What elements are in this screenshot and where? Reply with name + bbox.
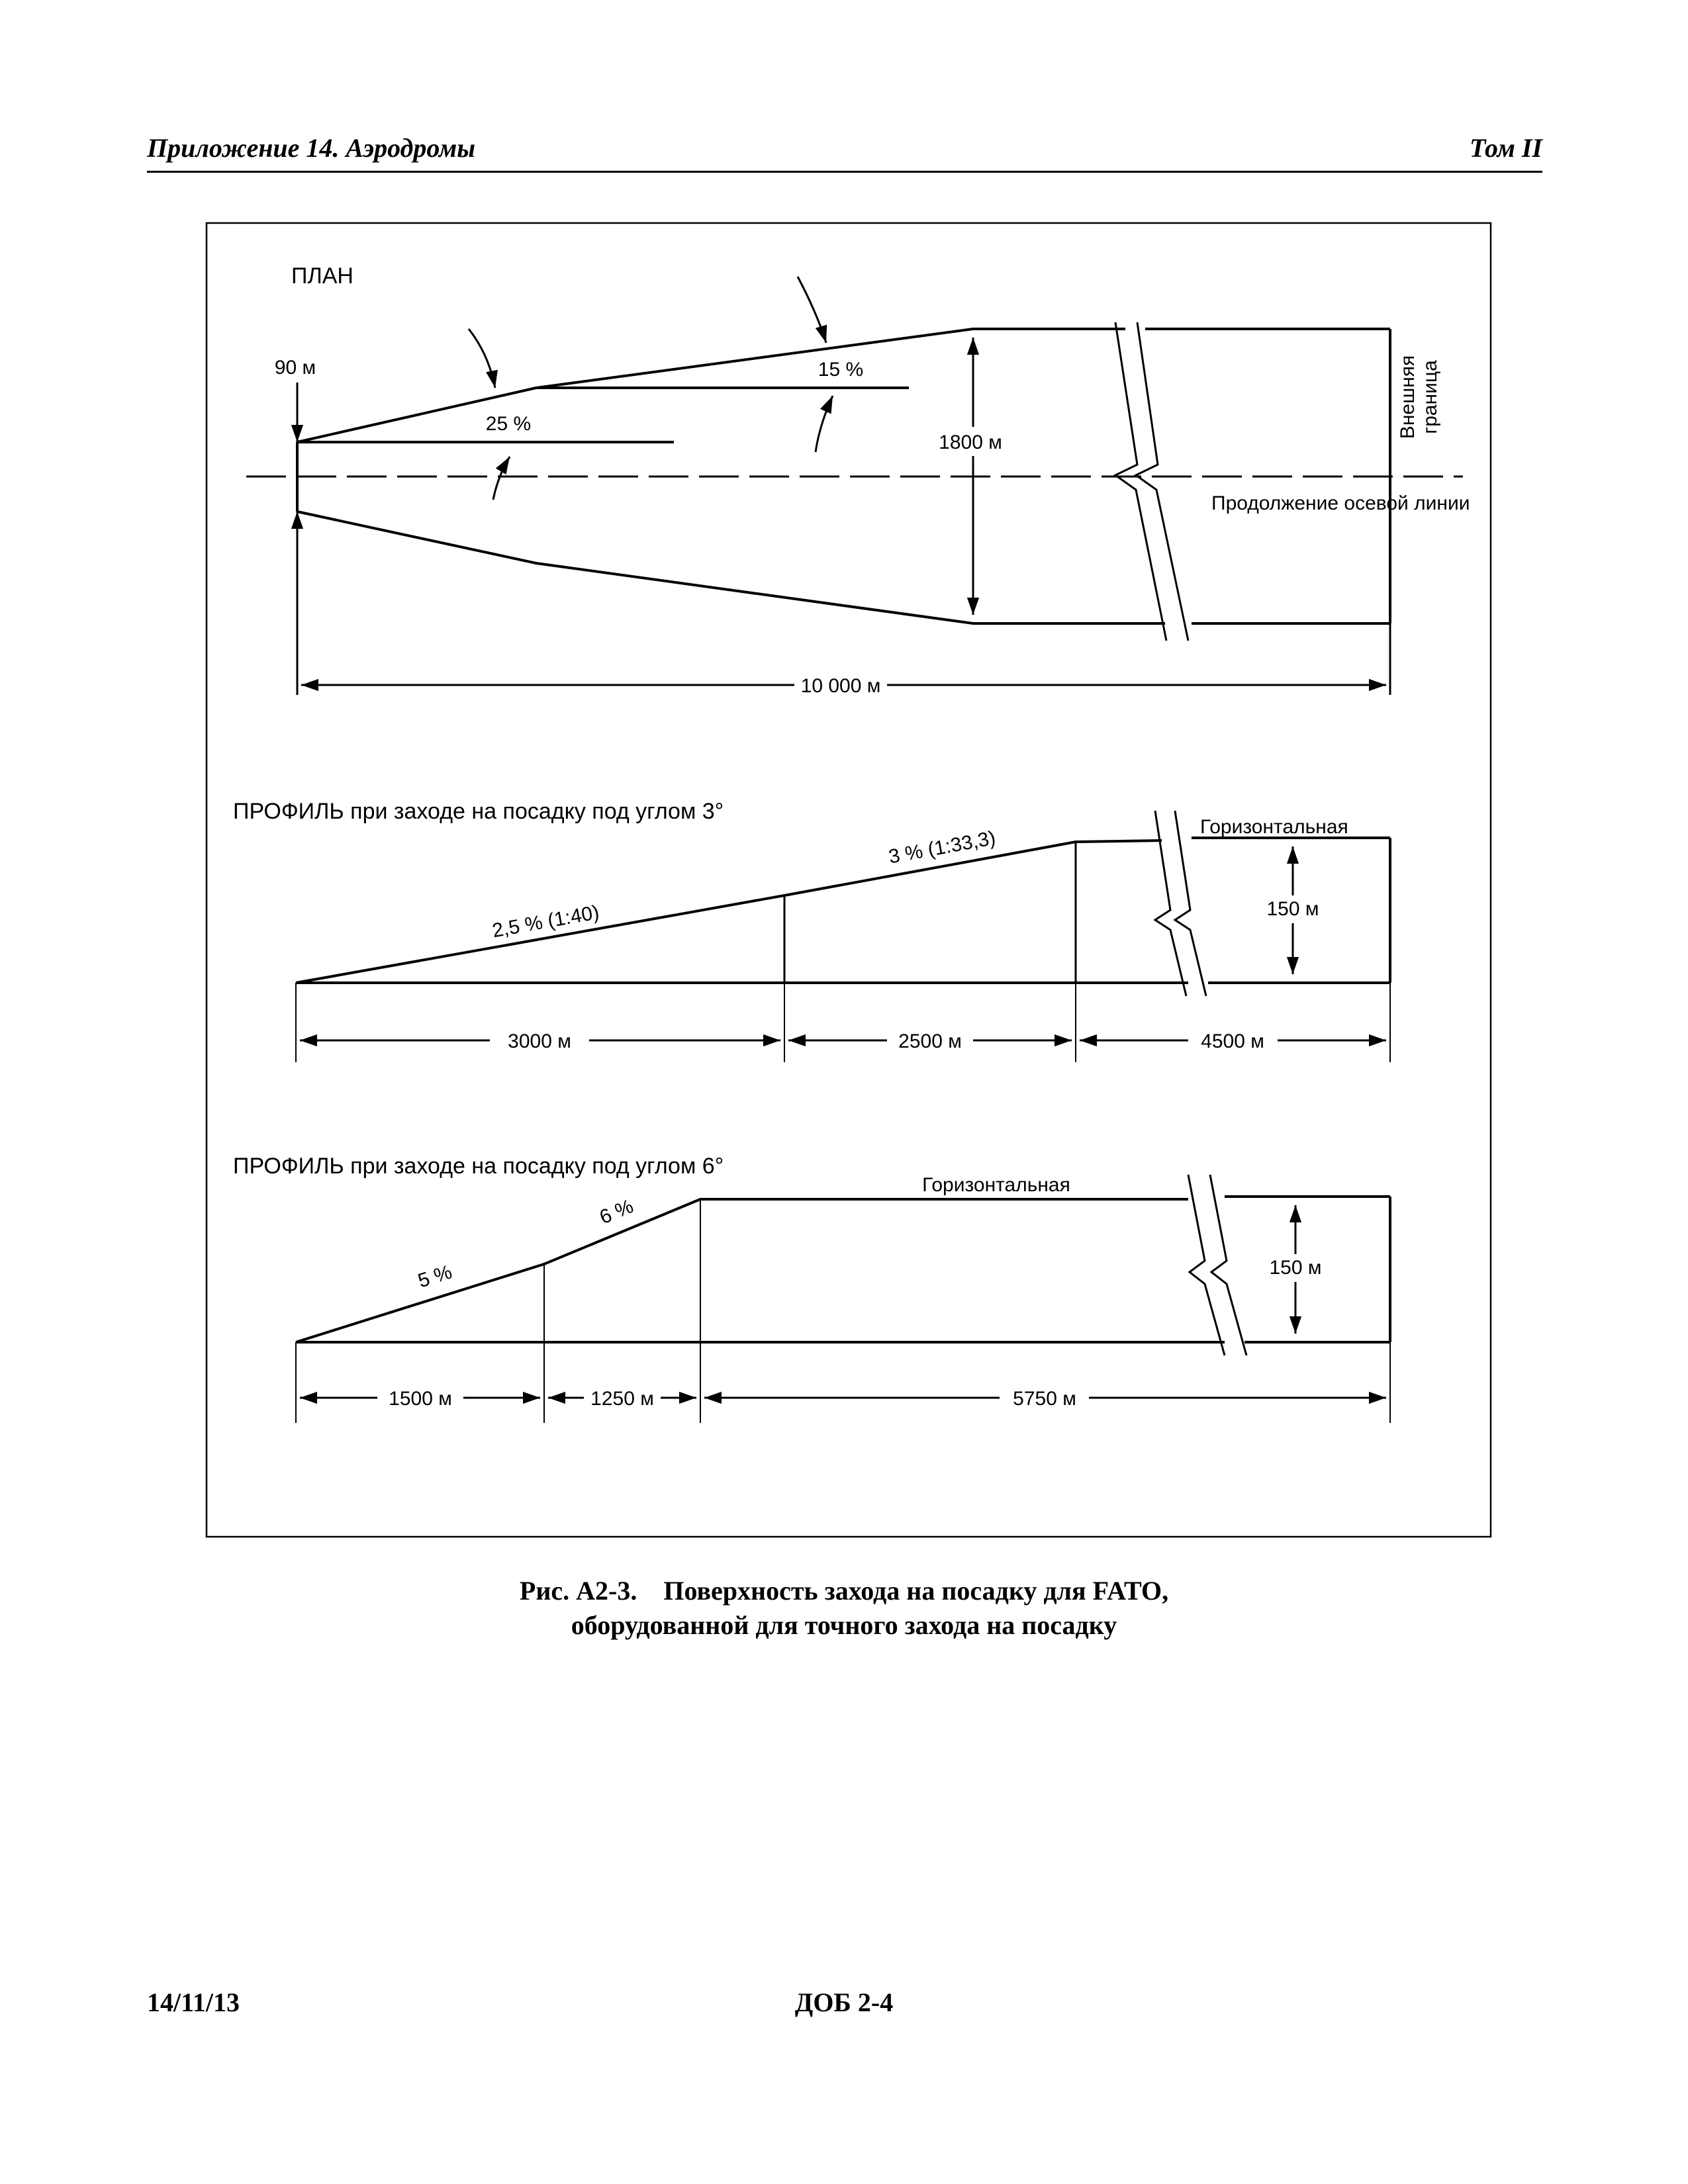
header-volume: Том II [1470,133,1542,163]
profile3-seg1-label: 3000 м [508,1030,571,1052]
plan-outer-boundary-label-line2: граница [1419,360,1441,434]
plan-centerline-label: Продолжение осевой линии [1211,492,1470,514]
profile6-height-label: 150 м [1269,1257,1322,1279]
profile-6deg [233,1154,1390,1423]
header-document-title: Приложение 14. Аэродромы [147,133,476,163]
profile6-seg3-label: 5750 м [1013,1388,1076,1410]
plan-slope-25-arrow-upper [469,329,495,388]
profile3-break-line-1 [1155,811,1186,996]
plan-outer-boundary-label-line1: Внешняя [1397,355,1419,439]
profile6-slope1-label: 5 % [415,1261,455,1293]
profile3-height-label: 150 м [1266,898,1319,920]
plan-view [246,263,1470,697]
plan-slope-25-label: 25 % [485,413,532,435]
profile6-horizontal-label: Горизонтальная [922,1174,1070,1196]
profile-3deg [233,799,1390,1062]
plan-title: ПЛАН [291,263,353,289]
plan-break-line-2 [1136,322,1188,641]
profile6-slope2-label: 6 % [596,1195,637,1229]
plan-width-start-label: 90 м [274,357,316,379]
profile6-break-line-2 [1210,1175,1246,1355]
profile3-horizontal-label: Горизонтальная [1200,816,1348,838]
footer-date: 14/11/13 [147,1987,240,2017]
caption-line-1: Рис. A2-3. Поверхность захода на посадку для FATO, [519,1576,1169,1606]
plan-top-edge [297,329,1125,442]
profile3-slope1-label: 2,5 % (1:40) [490,901,601,942]
plan-slope-25-arrow-lower [493,457,510,500]
footer-page-number: ДОБ 2-4 [794,1987,894,2017]
profile6-seg2-label: 1250 м [590,1388,654,1410]
profile3-surface [296,841,1162,983]
caption-line-2: оборудованной для точного захода на посадку [571,1610,1117,1640]
plan-total-length-label: 10 000 м [800,675,881,697]
profile6-seg1-label: 1500 м [389,1388,452,1410]
plan-break-line-1 [1115,322,1166,641]
profile6-title: ПРОФИЛЬ при заходе на посадку под углом 6° [233,1154,724,1179]
profile3-seg3-label: 4500 м [1201,1030,1264,1052]
plan-slope-15-label: 15 % [818,359,864,381]
plan-slope-15-arrow-lower [816,396,833,452]
profile3-seg2-label: 2500 м [898,1030,962,1052]
plan-slope-15-arrow-upper [798,277,826,343]
plan-width-end-label: 1800 м [939,432,1002,453]
profile3-slope2-label: 3 % (1:33,3) [886,827,998,868]
figure-caption [0,1574,1688,1643]
plan-bottom-edge [297,512,1165,623]
profile3-title: ПРОФИЛЬ при заходе на посадку под углом 3° [233,799,724,824]
